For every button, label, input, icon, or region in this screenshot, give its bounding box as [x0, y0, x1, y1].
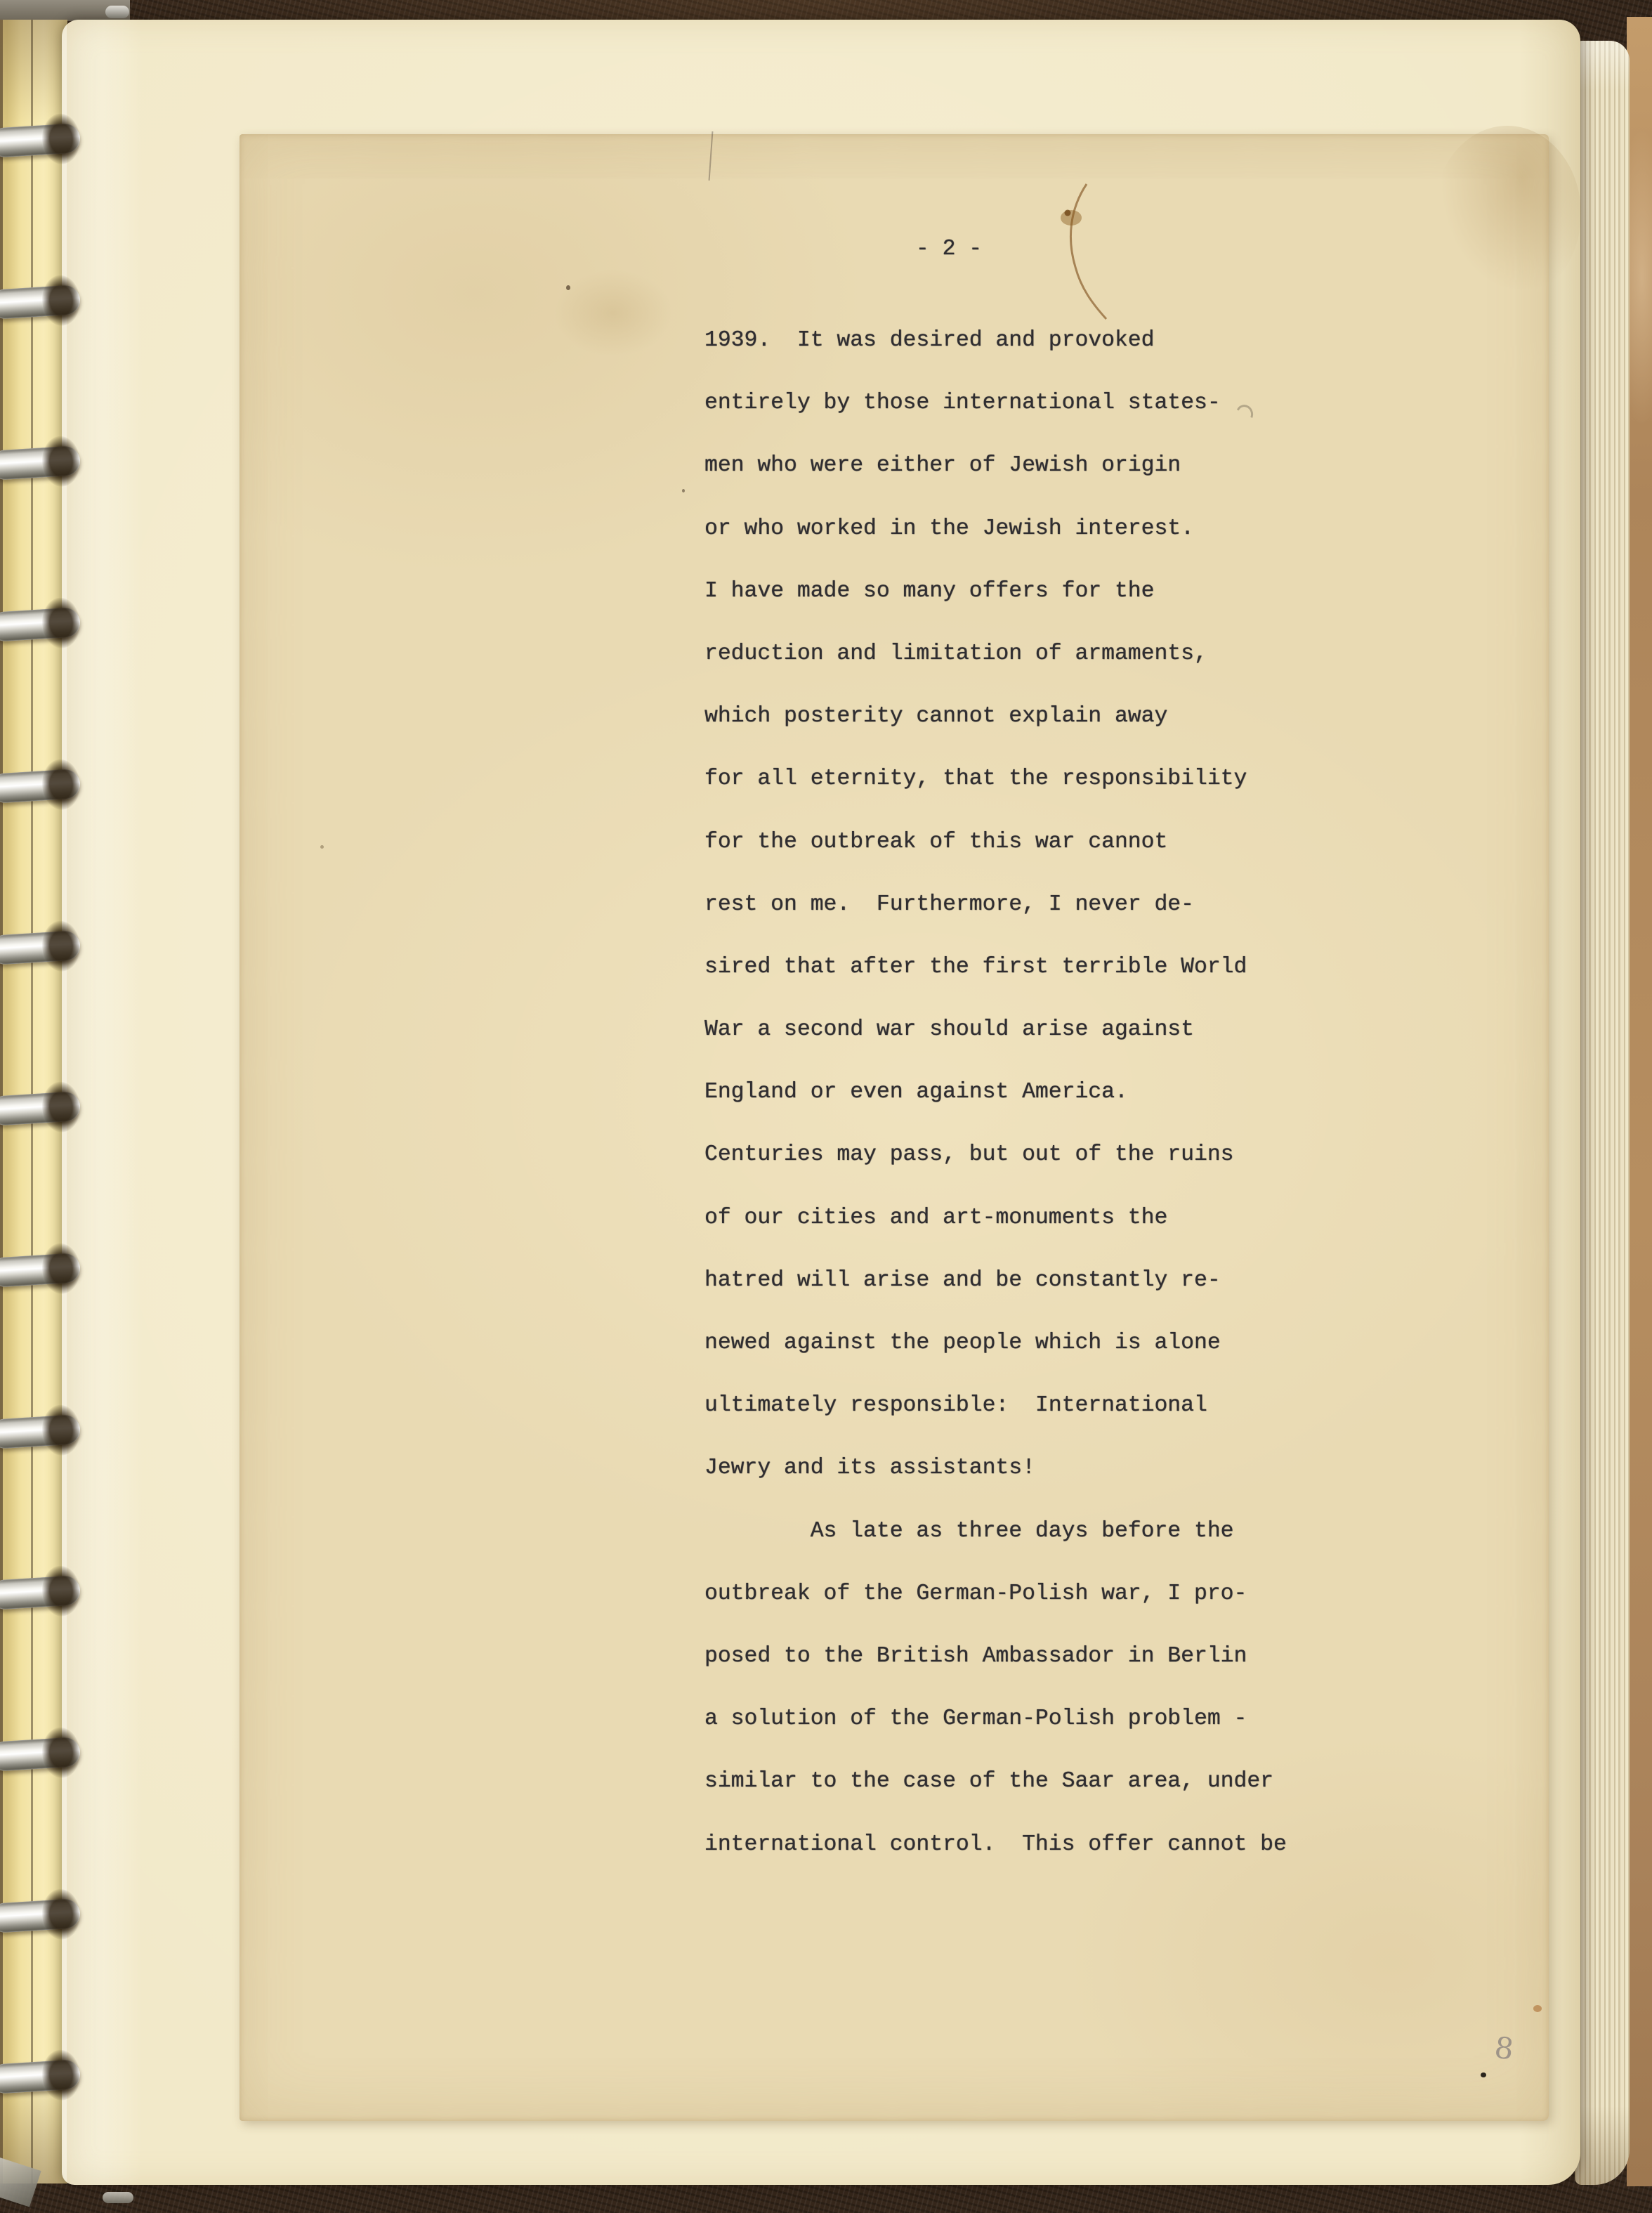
typed-line: Jewry and its assistants! [704, 1456, 1035, 1481]
typed-line: I have made so many offers for the [704, 578, 1155, 603]
typed-line: for all eternity, that the responsibility [704, 766, 1247, 792]
paper-smudge [553, 269, 673, 357]
binder-cover-board [1627, 17, 1652, 2186]
typed-line: England or even against America. [704, 1080, 1128, 1105]
stacked-page-edges [1575, 41, 1630, 2185]
typed-line: hatred will arise and be constantly re- [704, 1267, 1221, 1293]
stain-top-right [1434, 126, 1581, 301]
binder-ring-glint-bottom [103, 2192, 133, 2203]
binder-ring [0, 285, 81, 320]
binder-ring [0, 123, 81, 158]
typed-line: international control. This offer cannot be [704, 1832, 1287, 1857]
ink-fleck [566, 285, 570, 290]
typed-line: posed to the British Ambassador in Berlin [704, 1643, 1247, 1669]
typed-line: Centuries may pass, but out of the ruins [704, 1142, 1234, 1168]
binder-ring [0, 1737, 81, 1772]
backing-page [62, 20, 1580, 2185]
crack-stain [1047, 180, 1146, 327]
binder-ring [0, 2060, 81, 2095]
page-number: - 2 - [915, 237, 983, 261]
typed-line: 1939. It was desired and provoked [704, 328, 1155, 353]
paper-speck [682, 489, 685, 492]
typed-line: men who were either of Jewish origin [704, 453, 1181, 478]
typed-line: As late as three days before the [704, 1518, 1234, 1543]
binder-ring [0, 1091, 81, 1126]
binder-ring [0, 1575, 81, 1610]
paper-scratch [709, 131, 714, 181]
typed-line: newed against the people which is alone [704, 1331, 1221, 1355]
binder-ring [0, 769, 81, 804]
typed-line: outbreak of the German-Polish war, I pro- [704, 1581, 1247, 1606]
typed-line: reduction and limitation of armaments, [704, 641, 1207, 666]
binder-ring-glint-top [105, 6, 129, 18]
typed-document-sheet [240, 134, 1549, 2121]
typed-line: similar to the case of the Saar area, under [704, 1769, 1274, 1794]
typed-text [704, 309, 1309, 1876]
typed-line: a solution of the German-Polish problem - [704, 1706, 1247, 1732]
paper-speck [320, 845, 324, 849]
typed-line: for the outbreak of this war cannot [704, 829, 1168, 854]
typed-line: which posterity cannot explain away [704, 704, 1168, 729]
typed-line: or who worked in the Jewish interest. [704, 516, 1194, 541]
typed-line: War a second war should arise against [704, 1017, 1194, 1043]
rust-speck [1533, 2005, 1542, 2012]
binder-ring [0, 1253, 81, 1288]
binder-ring [0, 446, 81, 481]
binder-ring [0, 1898, 81, 1933]
binder-ring [0, 1414, 81, 1449]
ink-speck [1481, 2072, 1486, 2077]
binder-ring [0, 930, 81, 965]
binder-ring [0, 607, 81, 642]
typed-line: ultimately responsible: International [704, 1393, 1207, 1418]
typed-line: sired that after the first terrible World [704, 954, 1247, 979]
typed-line: entirely by those international states- [704, 391, 1221, 416]
typed-line: of our cities and art-monuments the [704, 1205, 1168, 1230]
typed-line: rest on me. Furthermore, I never de- [704, 892, 1194, 917]
pencil-mark: 8 [1493, 2030, 1516, 2067]
